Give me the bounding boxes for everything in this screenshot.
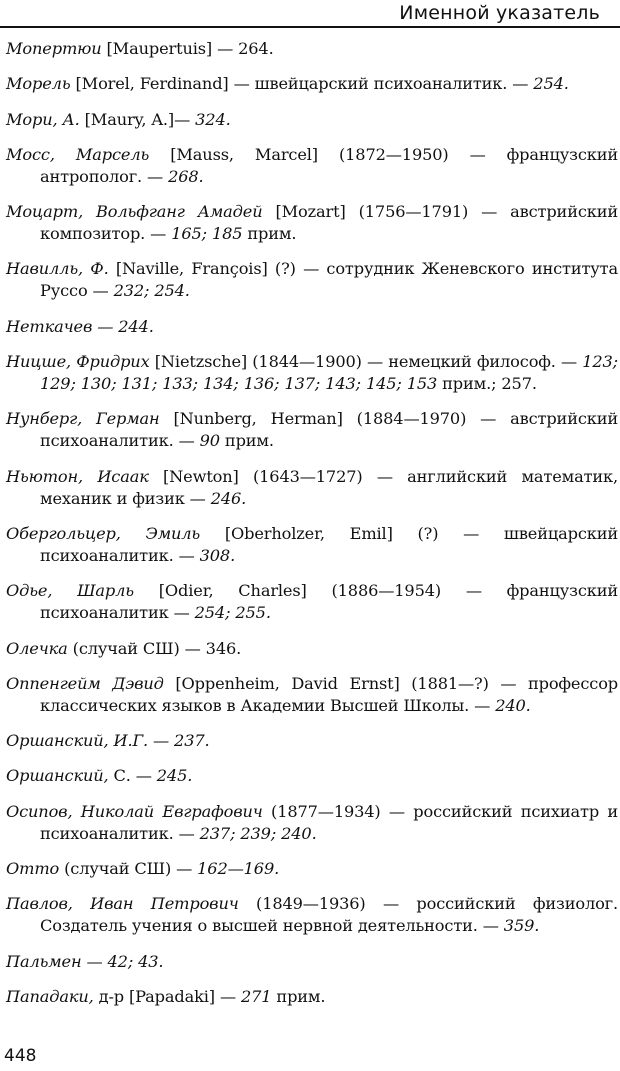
index-entry — [6, 730, 618, 752]
entry-pages: 240. — [495, 695, 531, 715]
entry-pages: 123; 129; 130; 131; 133; 134; 136; 137; 143; 145; 153 — [40, 352, 618, 394]
entry-pages: 359. — [503, 916, 540, 936]
entry-tail: прим.; 257. — [437, 374, 537, 394]
index-entry — [6, 858, 618, 880]
entry-name: Оршанский, — [6, 766, 109, 786]
entry-pages: 308. — [199, 545, 236, 565]
entry-name: Обергольцер, Эмиль — [6, 523, 201, 543]
entry-name: Мори, А. — [6, 109, 80, 129]
entry-details: (1849—1936) — российский физиолог. Создатель учения о высшей нервной деятельности. — — [40, 894, 618, 936]
entry-tail: прим. — [242, 224, 297, 244]
entry-details: [Odier, Charles] (1886—1954) — французский психоаналитик — — [40, 581, 619, 623]
entry-details: [Maupertuis] — 264. — [101, 39, 274, 58]
entry-name: Пападаки, — [6, 986, 94, 1006]
page-number: 448 — [4, 1046, 37, 1066]
entry-name: Павлов, Иван Петрович — [6, 894, 239, 914]
index-entry — [6, 408, 618, 452]
entry-name: Морель — [6, 74, 71, 94]
entry-pages: 165; 185 — [171, 224, 243, 244]
entry-details: [Maury, A.]— — [79, 109, 196, 129]
index-entry — [6, 893, 618, 937]
entry-pages: 162—169. — [197, 859, 280, 879]
index-entry — [6, 38, 618, 60]
entry-tail: прим. — [271, 986, 326, 1006]
entry-name: Пальмен — 42; 43. — [6, 951, 164, 971]
entry-name: Неткачев — 244. — [6, 316, 154, 336]
index-entry — [6, 765, 618, 787]
entry-name: Отто — [6, 859, 60, 879]
entry-pages: 271 — [240, 986, 272, 1006]
entry-pages: 254; 255. — [194, 603, 271, 623]
index-entry — [6, 109, 618, 131]
entry-name: Ньютон, Исаак — [6, 466, 149, 486]
entry-name: Оппенгейм Дэвид — [6, 673, 164, 693]
index-entry — [6, 316, 618, 338]
entry-name: Осипов, Николай Евграфович — [6, 801, 263, 821]
entry-name: Навилль, Ф. — [6, 259, 109, 279]
index-entry — [6, 986, 618, 1008]
entry-name: Мосс, Марсель — [6, 144, 150, 164]
entry-details: (случай СШ) — — [59, 859, 198, 879]
entry-pages: 324. — [195, 109, 231, 129]
entry-name: Олечка — [6, 638, 68, 658]
entry-pages: 237; 239; 240. — [199, 823, 317, 843]
entry-details: [Nunberg, Herman] (1884—1970) — австрийский психоаналитик. — — [40, 409, 618, 451]
entry-details: С. — — [108, 766, 157, 786]
index-entry — [6, 638, 618, 660]
index-entry — [6, 258, 618, 302]
entry-pages: 232; 254. — [113, 281, 190, 301]
index-entry — [6, 523, 618, 567]
running-head-title: Именной указатель — [399, 2, 600, 24]
entry-name: Мопертюи — [6, 39, 102, 58]
entry-pages: 90 — [199, 431, 220, 451]
index-entry — [6, 673, 618, 717]
index-entry — [6, 351, 618, 395]
entry-details: [Oppenheim, David Ernst] (1881—?) — профессор классических языков в Академии Высшей Школы. — — [40, 673, 619, 715]
entry-name: Нунберг, Герман — [6, 409, 160, 429]
index-entries — [6, 38, 618, 1021]
index-entry — [6, 144, 618, 188]
entry-tail: прим. — [219, 431, 274, 451]
entry-pages: 268. — [168, 166, 204, 186]
entry-details: [Newton] (1643—1727) — английский математик, механик и физик — — [40, 466, 618, 508]
entry-details: д-р [Papadaki] — — [93, 986, 241, 1006]
entry-details: [Nietzsche] (1844—1900) — немецкий философ. — — [149, 352, 583, 372]
index-entry — [6, 801, 618, 845]
entry-pages: 245. — [156, 766, 193, 786]
entry-name: Одье, Шарль — [6, 581, 134, 601]
index-entry — [6, 201, 618, 245]
entry-pages: 254. — [533, 74, 569, 94]
entry-details: [Naville, François] (?) — сотрудник Женевского института Руссо — — [40, 259, 618, 301]
entry-details: (1877—1934) — российский психиатр и психоаналитик. — — [40, 801, 619, 843]
index-entry — [6, 73, 618, 95]
entry-name: Ницше, Фридрих — [6, 352, 150, 372]
entry-details: [Mauss, Marcel] (1872—1950) — французский антрополог. — — [40, 144, 618, 186]
entry-details: [Oberholzer, Emil] (?) — швейцарский психоаналитик. — — [40, 523, 618, 565]
entry-name: Оршанский, И.Г. — 237. — [6, 731, 210, 751]
index-entry — [6, 580, 618, 624]
index-entry — [6, 951, 618, 973]
index-entry — [6, 466, 618, 510]
entry-details: (случай СШ) — 346. — [67, 638, 242, 658]
entry-pages: 246. — [210, 488, 247, 508]
entry-name: Моцарт, Вольфганг Амадей — [6, 202, 263, 222]
running-head — [0, 0, 620, 28]
entry-details: [Morel, Ferdinand] — швейцарский психоаналитик. — — [70, 74, 534, 94]
entry-details: [Mozart] (1756—1791) — австрийский композитор. — — [40, 202, 618, 244]
